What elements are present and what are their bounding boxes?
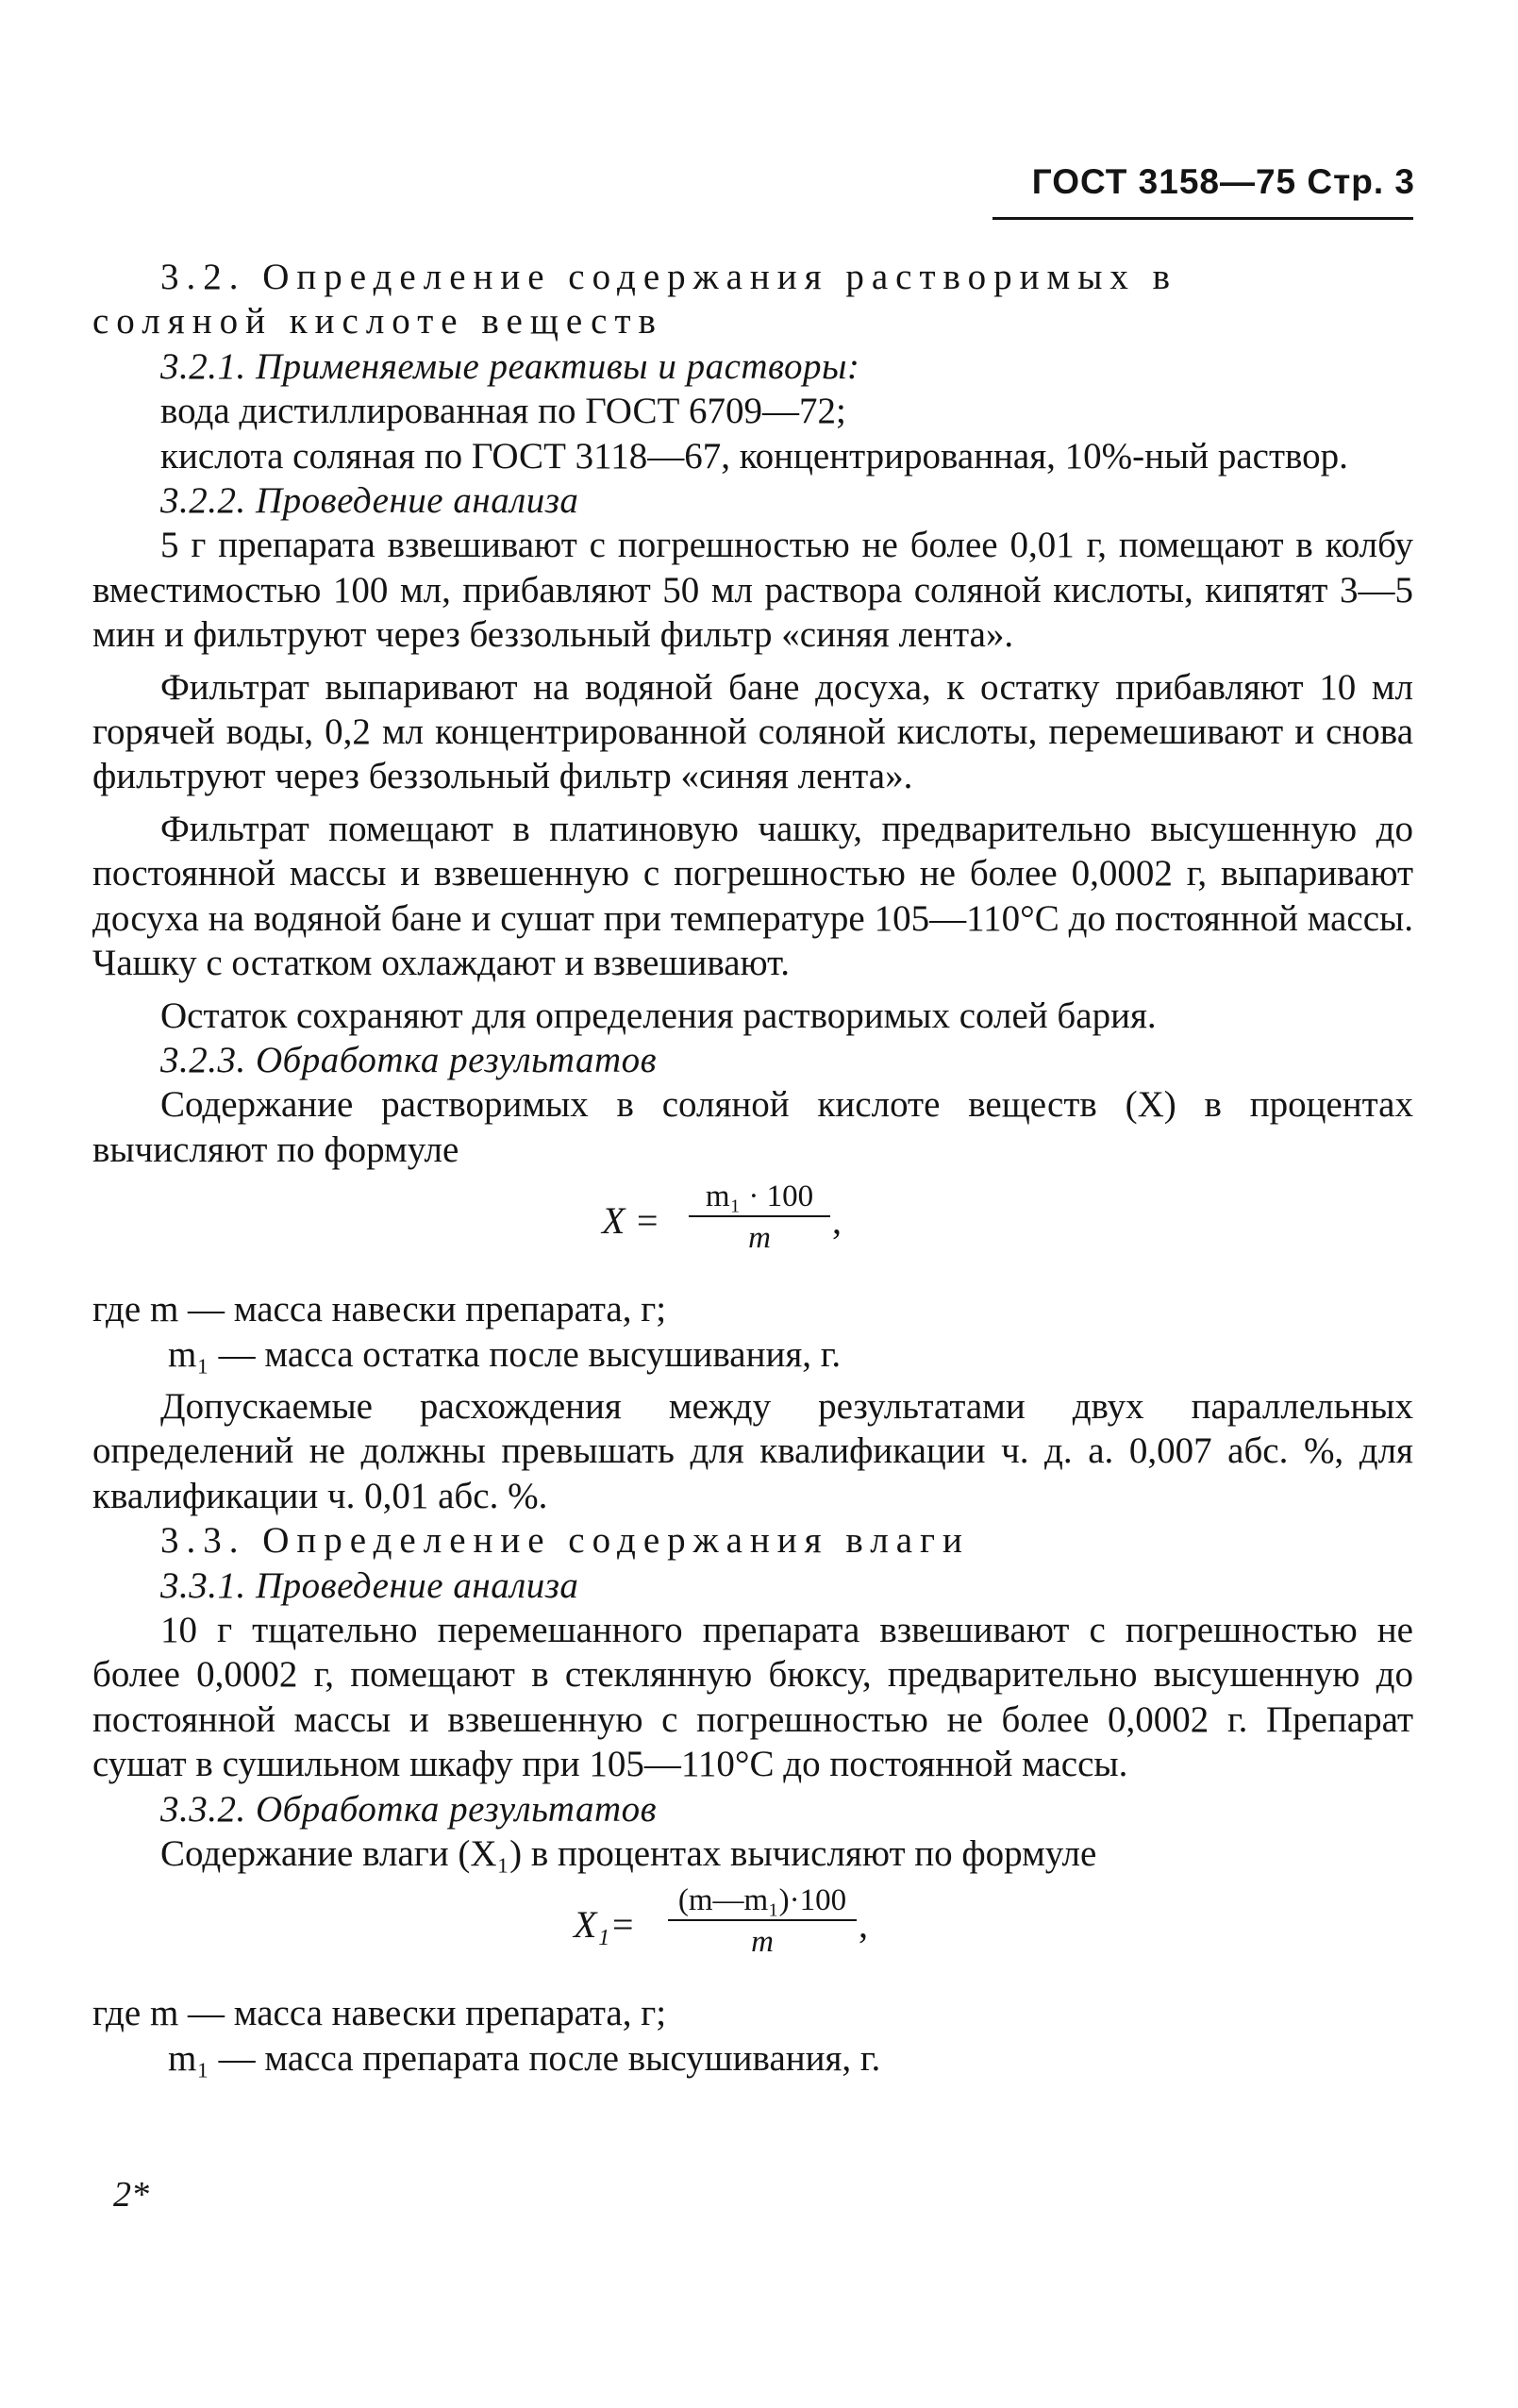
running-head: ГОСТ 3158—75 Стр. 3 [1031,162,1415,201]
paragraph: Фильтрат выпаривают на водяной бане досуха, к остатку прибавляют 10 мл горячей воды, 0,2 мл концентрированной соляной кислоты, перемешивают и снова фильтруют через беззольный фильтр «синяя лента». [92,666,1413,797]
formula-numerator: m₁ · 100 [705,1179,814,1214]
paragraph: 5 г препарата взвешивают с погрешностью не более 0,01 г, помещают в колбу вместимостью 100 мл, прибавляют 50 мл раствора соляной кислоты, кипятят 3—5 мин и фильтруют через беззольный фильтр «синяя лента». [92,525,1413,656]
definition-m [92,1991,1413,2035]
definition-label: где m [92,1993,179,2034]
section-3-2-title: 3.2. Определение содержания растворимых в [160,257,1178,297]
subsection-3-2-2: 3.2.2. Проведение анализа [160,480,579,522]
reagent-acid: кислота соляная по ГОСТ 3118—67, концентрированная, 10%-ный раствор. [160,435,1348,477]
definition-text: — масса навески препарата, г; [188,1993,667,2034]
definition-text: — масса навески препарата, г; [188,1289,667,1330]
subsection-3-3-2: 3.3.2. Обработка результатов [160,1788,658,1830]
header-rule [993,217,1413,220]
paragraph: Допускаемые расхождения между результатами двух параллельных определений не должны превышать для квалификации ч. д. а. 0,007 абс. %, для квалификации ч. 0,01 абс. %. [92,1385,1413,1516]
definition-label: где m [92,1289,179,1330]
formula-numerator: (m—m₁)·100 [677,1883,847,1918]
paragraph: Содержание растворимых в соляной кислоте веществ (X) в процентах вычисляют по формуле [92,1084,1413,1170]
paragraph: Фильтрат помещают в платиновую чашку, предварительно высушенную до постоянной массы и взвешенную с погрешностью не более 0,0002 г, выпаривают досуха на водяной бане и сушат при температуре 105—110°С до постоянной массы. Чашку с остатком охлаждают и взвешивают. [92,808,1413,984]
page-mark: 2* [113,2175,149,2215]
subsection-3-2-3: 3.2.3. Обработка результатов [160,1039,658,1080]
formula-fraction [668,1881,857,1963]
definition-m1: m₁ — масса остатка после высушивания, г. [168,1333,842,1375]
formula-x1 [92,1881,1413,1985]
section-3-2-title-cont: соляной кислоте веществ [92,301,663,343]
paragraph: Остаток сохраняют для определения растворимых солей бария. [160,995,1157,1036]
subsection-3-2-1: 3.2.1. Применяемые реактивы и растворы: [160,345,860,387]
formula-x [92,1178,1413,1281]
definition-m [92,1287,1413,1331]
document-body [92,255,1413,2081]
formula-fraction [689,1178,830,1259]
reagent-water: вода дистиллированная по ГОСТ 6709—72; [160,391,846,432]
paragraph: Содержание влаги (X₁) в процентах вычисляют по формуле [160,1833,1097,1874]
formula-denominator: m [748,1221,771,1256]
paragraph: 10 г тщательно перемешанного препарата взвешивают с погрешностью не более 0,0002 г, помещают в стеклянную бюксу, предварительно высушенную до постоянной массы и взвешенную с погрешностью не более 0,0002 г. Препарат сушат в сушильном шкафу при 105—110°С до постоянной массы. [92,1609,1413,1785]
definition-m1: m₁ — масса препарата после высушивания, г. [168,2037,881,2079]
formula-denominator: m [751,1925,774,1960]
subsection-3-3-1: 3.3.1. Проведение анализа [160,1564,579,1606]
formula-comma: , [859,1903,868,1947]
formula-comma: , [832,1199,842,1243]
section-3-3-title: 3.3. Определение содержания влаги [160,1520,970,1562]
formula-lhs: X₁= [574,1903,636,1947]
formula-lhs: X = [602,1199,660,1243]
